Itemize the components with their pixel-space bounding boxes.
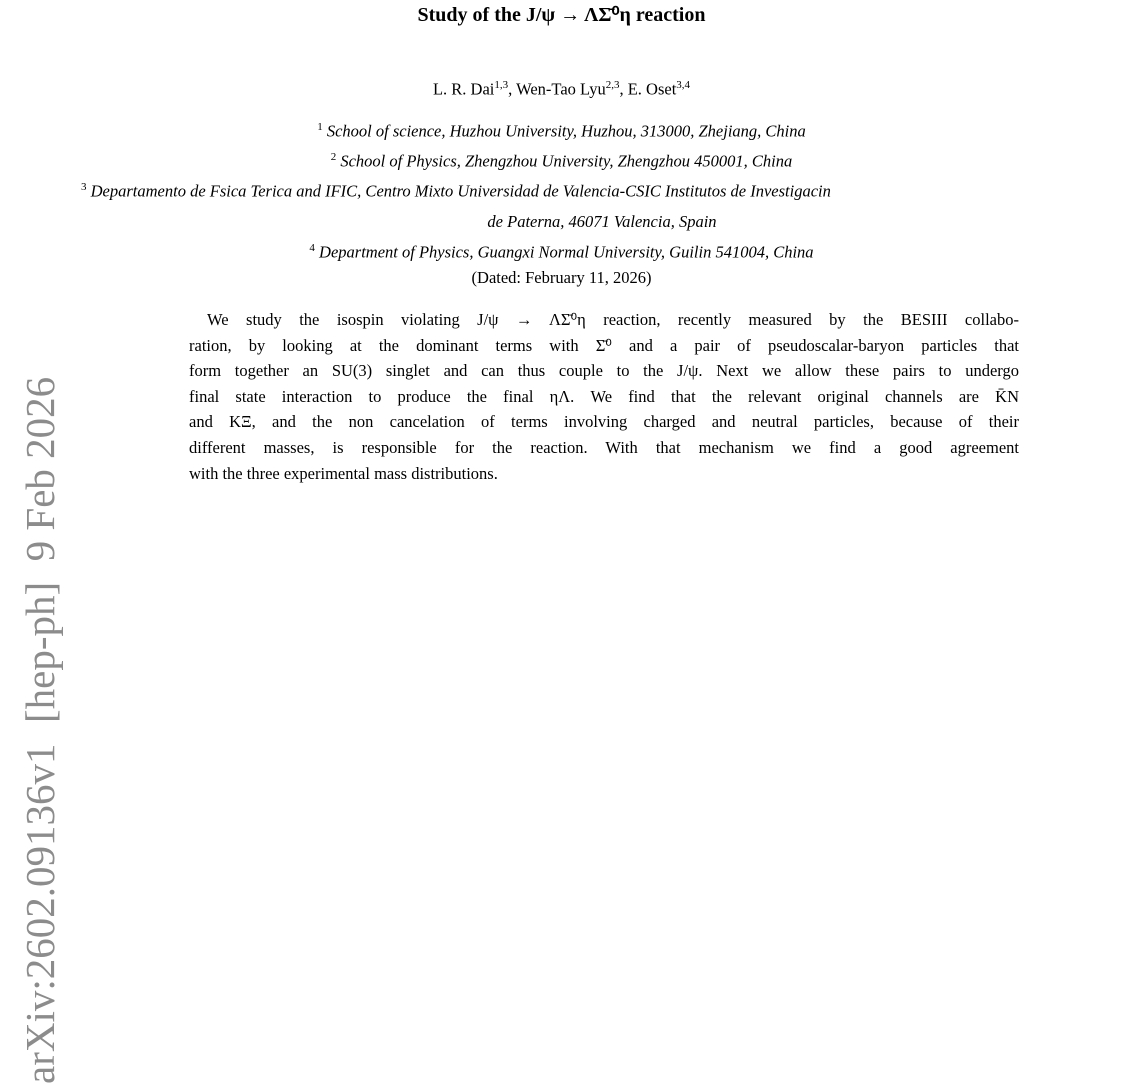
abstract bbox=[189, 307, 1019, 486]
affiliation bbox=[0, 151, 1123, 172]
affiliation-number: 2 bbox=[330, 151, 337, 163]
author-separator: , bbox=[619, 79, 628, 99]
abstract-line: ration, by looking at the dominant terms with Σ̄⁰ and a pair of pseudoscalar-baryon particles that bbox=[189, 335, 1019, 355]
abstract-line: different masses, is responsible for the reaction. With that mechanism we find a good agreement bbox=[189, 437, 1019, 457]
affiliation-text: Departamento de Fsica Terica and IFIC, Centro Mixto Universidad de Valencia-CSIC Institutos de Investigacin bbox=[90, 181, 831, 201]
affiliation bbox=[0, 242, 1123, 263]
author-name: L. R. Dai bbox=[432, 79, 495, 99]
author-list bbox=[0, 79, 1123, 100]
dated-line: (Dated: February 11, 2026) bbox=[471, 268, 652, 287]
affiliation-text: School of science, Huzhou University, Huzhou, 313000, Zhejiang, China bbox=[326, 121, 806, 141]
affiliation bbox=[81, 181, 1123, 202]
author-affiliation-marker: 1,3 bbox=[494, 79, 509, 91]
abstract-line: final state interaction to produce the final ηΛ. We find that the relevant original channels are K̄N bbox=[189, 386, 1019, 406]
affiliation-number: 1 bbox=[317, 121, 323, 133]
affiliation bbox=[0, 121, 1123, 142]
author-separator: , bbox=[508, 79, 517, 99]
paper-title: Study of the J/ψ → ΛΣ̄⁰η reaction bbox=[417, 4, 706, 26]
affiliation-text: School of Physics, Zhengzhou University, Zhengzhou 450001, China bbox=[340, 151, 793, 171]
abstract-line: form together an SU(3) singlet and can thus couple to the J/ψ. Next we allow these pairs to undergo bbox=[189, 361, 1019, 381]
affiliation-text: Department of Physics, Guangxi Normal University, Guilin 541004, China bbox=[319, 242, 814, 262]
affiliation-number: 4 bbox=[309, 242, 315, 254]
abstract-line: with the three experimental mass distributions. bbox=[189, 463, 498, 483]
author-name: E. Oset bbox=[627, 79, 677, 99]
affiliation-number: 3 bbox=[81, 181, 87, 193]
author-affiliation-marker: 3,4 bbox=[676, 79, 691, 91]
abstract-line: and KΞ, and the non cancelation of terms involving charged and neutral particles, because of their bbox=[189, 412, 1019, 432]
arxiv-sidebar-id: arXiv:2602.09136v1 [hep-ph] 9 Feb 2026 bbox=[17, 376, 63, 1084]
author-name: Wen-Tao Lyu bbox=[516, 79, 606, 99]
abstract-line: We study the isospin violating J/ψ → ΛΣ̄⁰η reaction, recently measured by the BESIII collabo- bbox=[207, 310, 1019, 329]
author-affiliation-marker: 2,3 bbox=[605, 79, 620, 91]
affiliation-continuation: de Paterna, 46071 Valencia, Spain bbox=[487, 212, 717, 231]
